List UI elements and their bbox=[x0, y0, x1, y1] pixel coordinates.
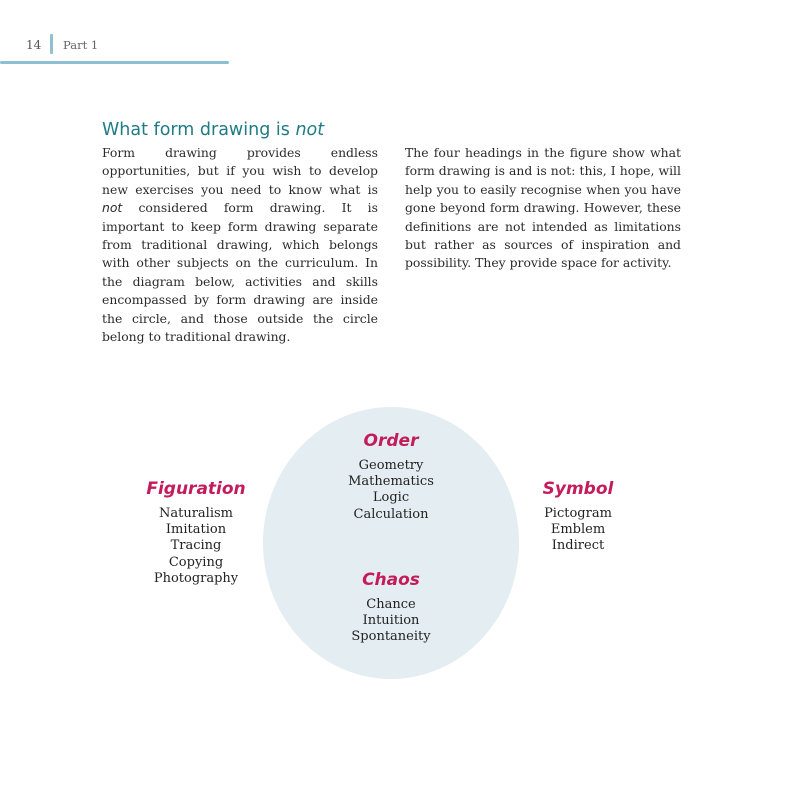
order-item: Geometry bbox=[358, 458, 424, 473]
symbol-title: Symbol bbox=[542, 479, 614, 499]
chaos-item: Chance bbox=[366, 597, 416, 612]
order-title: Order bbox=[363, 431, 419, 451]
figuration-item: Photography bbox=[153, 570, 239, 586]
right-column-text: The four headings in the figure show what form drawing is and is not: this, I hope, will help you to easily recognise when you have gone beyond form drawing. However, these definitions are not intended as limitations but rather as sources of inspiration and possibility. They provide space for activity. bbox=[405, 145, 681, 271]
symbol-item: Emblem bbox=[550, 522, 606, 538]
left-text-part-2: considered form drawing. It is important to keep form drawing separate from traditional drawing, which belongs with other subjects on the curriculum. In the diagram below, activities and skills encompassed by form drawing are inside the circle, and those outside the circle belong to traditional drawing. bbox=[102, 200, 378, 345]
figuration-item: Tracing bbox=[170, 538, 222, 554]
order-group bbox=[311, 428, 471, 523]
section-heading-emphasis: not bbox=[295, 120, 325, 140]
page-number: 14 bbox=[26, 38, 42, 52]
chaos-group bbox=[311, 567, 471, 646]
figuration-title: Figuration bbox=[146, 479, 246, 499]
figuration-item: Copying bbox=[168, 554, 224, 570]
part-label: Part 1 bbox=[63, 38, 99, 52]
chaos-title: Chaos bbox=[362, 570, 420, 590]
order-item: Calculation bbox=[353, 506, 429, 522]
figuration-item: Imitation bbox=[165, 522, 227, 538]
symbol-item: Pictogram bbox=[544, 506, 612, 521]
left-text-part-1: Form drawing provides endless opportunities, but if you wish to develop new exercises you need to know what is bbox=[102, 145, 378, 197]
header-rule bbox=[0, 61, 229, 64]
symbol-item: Indirect bbox=[551, 538, 605, 554]
order-items bbox=[311, 458, 471, 523]
chaos-item: Intuition bbox=[362, 613, 420, 629]
chaos-item: Spontaneity bbox=[351, 629, 431, 645]
figuration-items bbox=[126, 506, 266, 587]
symbol-group bbox=[508, 476, 648, 555]
figuration-item: Naturalism bbox=[158, 506, 233, 521]
symbol-items bbox=[508, 506, 648, 555]
section-heading-text: What form drawing is bbox=[102, 120, 290, 140]
header-separator bbox=[50, 34, 53, 54]
figuration-group bbox=[126, 476, 266, 587]
order-item: Mathematics bbox=[348, 474, 434, 490]
order-item: Logic bbox=[372, 490, 410, 506]
left-text-emphasis: not bbox=[102, 200, 123, 216]
chaos-items bbox=[311, 597, 471, 646]
section-heading bbox=[102, 120, 324, 140]
left-column-text bbox=[102, 144, 378, 346]
